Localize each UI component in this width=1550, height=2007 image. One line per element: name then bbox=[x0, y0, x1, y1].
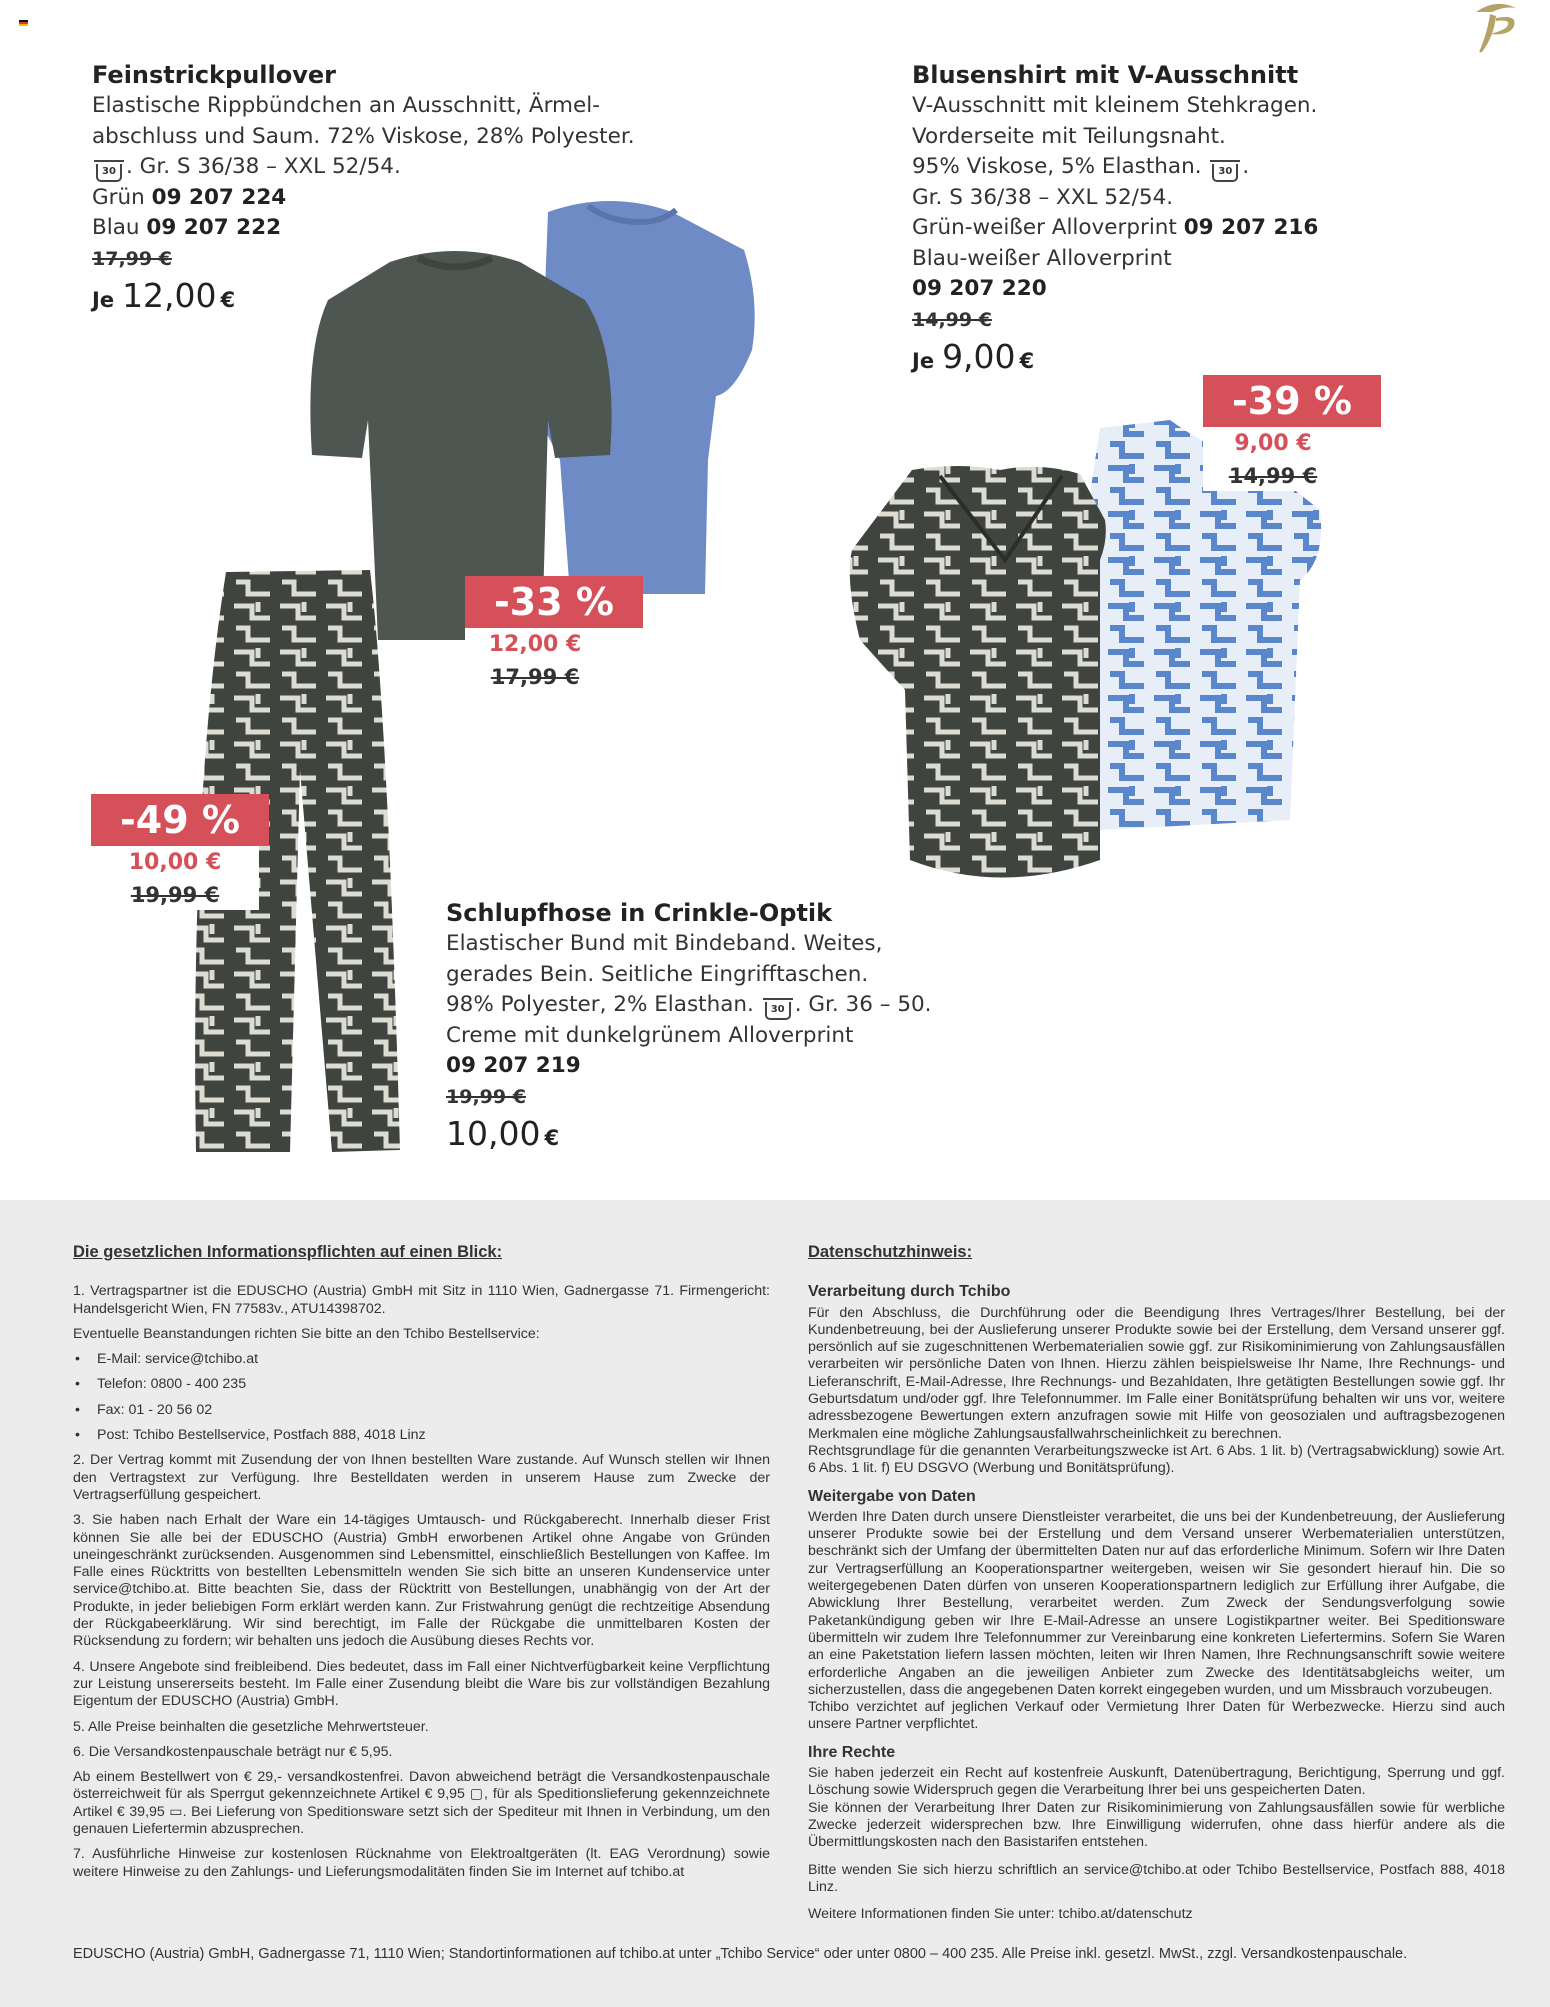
discount-old-price: 19,99 € bbox=[91, 880, 259, 910]
product-variant bbox=[912, 213, 1472, 244]
discount-new-price: 10,00 € bbox=[91, 846, 259, 880]
product-material: 95% Viskose, 5% Elasthan. bbox=[912, 154, 1202, 179]
legal-paragraph: Ab einem Bestellwert von € 29,- versandkostenfrei. Davon abweichend beträgt die Versandkostenpauschale österreichweit für als Sperrgut gekennzeichnete Artikel € 9,95 ▢, für als Speditionslieferung gekennzeichnete Artikel € 39,95 ▭. Bei Lieferung von Speditionsware setzt sich der Spediteur mit Ihnen in Verbindung, um den genauen Liefertermin abzusprechen. bbox=[73, 1769, 770, 1838]
discount-badge-pullover bbox=[465, 576, 643, 692]
privacy-paragraph: Rechtsgrundlage für die genannten Verarbeitungszwecke ist Art. 6 Abs. 1 lit. b) (Vertragsabwicklung) sowie Art. 6 Abs. 1 lit. f) EU DSGVO (Werbung und Bonitätsprüfung). bbox=[808, 1442, 1505, 1477]
footer-imprint: EDUSCHO (Austria) GmbH, Gadnergasse 71, 1110 Wien; Standortinformationen auf tchibo.at unter „Tchibo Service“ oder unter 0800 – 400 235. Alle Preise inkl. gesetzl. MwSt., zzgl. Versandkostenpauschale. bbox=[73, 1946, 1408, 1962]
product-desc: Elastische Rippbündchen an Ausschnitt, Ärmel- bbox=[92, 93, 600, 118]
price-value: 12,00 bbox=[122, 275, 217, 315]
discount-new-price: 9,00 € bbox=[1203, 427, 1343, 461]
price-currency: € bbox=[220, 287, 236, 312]
privacy-paragraph: Werden Ihre Daten durch unsere Dienstleister verarbeitet, die uns bei der Kundenbetreuung, der Auslieferung unserer Produkte sowie bei der Erstellung und dem Versand unserer Werbematerialien unterstützen, beschränkt sich der Umfang der übermittelten Daten nur auf das erforderliche Minimum. Sofern wir Ihre Daten zur Vertragserfüllung an Kooperationspartner weitergeben, weisen wir Sie gesondert hierauf hin. Die so weitergegebenen Daten dürfen von unseren Kooperationspartnern lediglich zur Erfüllung ihrer Aufgabe, die Abwicklung Ihrer Bestellung, verarbeitet werden. Zum Zweck der Sendungsverfolgung sowie Paketankündigung geben wir Ihre E-Mail-Adresse an unsere Logistikpartner weiter. Bei Speditionsware übermitteln wir zudem Ihre Telefonnummer zur Vereinbarung eine konkreten Liefertermins. Sofern Sie Waren an eine Paketstation liefern lassen möchten, leiten wir Ihren Namen, Ihre Rechnungsanschrift sowie weitere erforderliche Angaben an die jeweiligen Anbieter zum Zwecke des Identitätsabgleichs weiter, um sicherzustellen, dass die angegebenen Daten korrekt eingegeben wurden, und um Missbrauch vorzubeugen. bbox=[808, 1508, 1505, 1698]
variant-article: 09 207 219 bbox=[446, 1053, 581, 1078]
current-price bbox=[446, 1112, 1006, 1160]
privacy-paragraph: Für den Abschluss, die Durchführung oder die Beendigung Ihres Vertrages/Ihrer Bestellung, bei der Kundenbetreuung, bei der Auslieferung unserer Produkte sowie bei der Erstellung, dem Versand unserer ggf. persönlich auf sie zugeschnittenen Werbematerialien sowie ggf. zur Risikominimierung von Zahlungsausfällen verarbeiten wir persönliche Daten von Ihnen. Hierzu zählen beispielsweise Ihr Name, Ihre Rechnungs- und Lieferanschrift, E-Mail-Adresse, Ihre Rechnungs- und Bezahldaten, Ihre getätigten Bestellungen sowie ggf. Ihr Geburtsdatum und/oder ggf. Ihre Telefonnummer. Im Falle einer Bonitätsprüfung behalten wir uns vor, weitere adressbezogene Bewertungen extern anzufragen sowie mit Hilfe von geosozialen und auftragsbezogenen Merkmalen eine mögliche Zahlungsausfallwahrscheinlichkeit zu berechnen. bbox=[808, 1304, 1505, 1442]
variant-color: Grün-weißer Alloverprint bbox=[912, 215, 1177, 240]
price-value: 9,00 bbox=[942, 336, 1016, 376]
product-desc: V-Ausschnitt mit kleinem Stehkragen. bbox=[912, 93, 1318, 118]
product-pullover bbox=[92, 60, 652, 322]
privacy-subheading: Verarbeitung durch Tchibo bbox=[808, 1283, 1011, 1301]
product-material-line bbox=[446, 990, 1006, 1021]
old-price: 17,99 € bbox=[92, 247, 172, 270]
contact-post: • Post: Tchibo Bestellservice, Postfach 888, 4018 Linz bbox=[73, 1427, 770, 1444]
product-desc: abschluss und Saum. 72% Viskose, 28% Polyester. bbox=[92, 123, 635, 149]
wash-30-icon: 30 bbox=[1212, 164, 1238, 182]
variant-color: Grün bbox=[92, 184, 145, 210]
product-size-line bbox=[92, 152, 652, 183]
legal-paragraph: 3. Sie haben nach Erhalt der Ware ein 14-tägiges Umtausch- und Rückgaberecht. Innerhalb dieser Frist können Sie alle bei der EDUSCHO (Austria) GmbH erworbenen Artikel ohne Angabe von Gründen uneingeschränkt zurücksenden. Ausgenommen sind Lebensmittel, einschließlich Bestellungen von Kaffee. Im Falle eines Rücktritts von bestellten Lebensmitteln wenden Sie sich bitte an unseren Kundenservice unter service@tchibo.at. Bitte beachten Sie, dass der Rücktritt von Bestellungen, unabhängig von der Art der Produkte, in jeder beliebigen Form erklärt werden kann. Zur Fristwahrung genügt die rechtzeitige Absendung der Rückgabeerklärung. Wir sind berechtigt, im Falle der Rückgabe die unmittelbaren Kosten der Rücksendung zu fordern; wir behalten uns jedoch die Ausübung dieses Rechts vor. bbox=[73, 1512, 770, 1650]
discount-old-price: 17,99 € bbox=[465, 662, 605, 692]
price-currency: € bbox=[1019, 348, 1035, 373]
discount-badge-blouse bbox=[1203, 375, 1381, 491]
discount-percent: -33 % bbox=[465, 576, 643, 628]
contact-phone: • Telefon: 0800 - 400 235 bbox=[73, 1376, 770, 1393]
variant-color: Creme mit dunkelgrünem Alloverprint bbox=[446, 1022, 854, 1048]
variant-article: 09 207 222 bbox=[146, 215, 282, 240]
product-material-line: 95% Viskose, 5% Elasthan. 30 . bbox=[912, 152, 1472, 183]
product-desc: gerades Bein. Seitliche Eingrifftaschen. bbox=[446, 961, 869, 987]
legal-paragraph: 7. Ausführliche Hinweise zur kostenlosen Rücknahme von Elektroaltgeräten (lt. EAG Verordnung) sowie weitere Hinweise zu den Zahlungs- und Lieferungsmodalitäten finden Sie im Internet auf tchibo.at bbox=[73, 1846, 770, 1880]
price-currency: € bbox=[544, 1125, 560, 1150]
privacy-subheading: Weitergabe von Daten bbox=[808, 1487, 976, 1505]
old-price: 14,99 € bbox=[912, 308, 992, 331]
discount-old-price: 14,99 € bbox=[1203, 461, 1343, 491]
discount-new-price: 12,00 € bbox=[465, 628, 605, 662]
product-desc: Vorderseite mit Teilungsnaht. bbox=[912, 123, 1226, 149]
legal-paragraph: 2. Der Vertrag kommt mit Zusendung der von Ihnen bestellten Ware zustande. Auf Wunsch stellen wir Ihnen den Vertragstext zur Verfügung. Ihre Bestelldaten werden in unserem Hause zum Zwecke der Vertragserfüllung gespeichert. bbox=[73, 1452, 770, 1503]
legal-paragraph: 1. Vertragspartner ist die EDUSCHO (Austria) GmbH mit Sitz in 1110 Wien, Gadnergasse 71. Firmengericht: Handelsgericht Wien, FN 77583v., ATU14398702. bbox=[73, 1283, 770, 1317]
discount-percent: -39 % bbox=[1203, 375, 1381, 427]
old-price: 19,99 € bbox=[446, 1085, 526, 1108]
legal-left-column bbox=[73, 1244, 770, 1889]
product-size: . Gr. S 36/38 – XXL 52/54. bbox=[126, 154, 401, 179]
privacy-paragraph: Tchibo verzichtet auf jeglichen Verkauf oder Vermietung Ihrer Daten für Werbezwecke. Hierzu sind auch unsere Partner verpflichtet. bbox=[808, 1699, 1505, 1733]
legal-title: Die gesetzlichen Informationspflichten auf einen Blick: bbox=[73, 1243, 503, 1261]
privacy-paragraph: Sie haben jederzeit ein Recht auf kostenfreie Auskunft, Datenübertragung, Berichtigung, Sperrung und ggf. Löschung sowie Widerspruch gegen die Verarbeitung Ihrer bei uns gespeicherten Daten. bbox=[808, 1765, 1505, 1799]
product-blouse bbox=[912, 60, 1472, 383]
variant-article: 09 207 216 bbox=[1183, 215, 1319, 240]
privacy-more-info: Weitere Informationen finden Sie unter: tchibo.at/datenschutz bbox=[808, 1906, 1193, 1923]
wash-30-icon: 30 bbox=[765, 1002, 791, 1020]
current-price bbox=[912, 335, 1472, 383]
wash-30-icon: 30 bbox=[96, 164, 122, 182]
variant-color: Blau-weißer Alloverprint bbox=[912, 245, 1172, 271]
variant-color: Blau bbox=[92, 215, 140, 240]
privacy-contact: Bitte wenden Sie sich hierzu schriftlich an service@tchibo.at oder Tchibo Bestellservice, Postfach 888, 4018 Linz. bbox=[808, 1861, 1505, 1895]
price-value: 10,00 bbox=[446, 1113, 541, 1153]
product-material: 98% Polyester, 2% Elasthan. bbox=[446, 992, 754, 1017]
legal-paragraph: 6. Die Versandkostenpauschale beträgt nur € 5,95. bbox=[73, 1743, 393, 1760]
product-title: Feinstrickpullover bbox=[92, 61, 336, 89]
discount-badge-pants bbox=[91, 794, 269, 910]
variant-article: 09 207 220 bbox=[912, 276, 1047, 301]
contact-email: • E-Mail: service@tchibo.at bbox=[73, 1351, 770, 1368]
product-size: Gr. S 36/38 – XXL 52/54. bbox=[912, 184, 1174, 210]
variant-article-line bbox=[446, 1051, 1006, 1082]
product-pants bbox=[446, 898, 1006, 1160]
privacy-title: Datenschutzhinweis: bbox=[808, 1243, 973, 1261]
product-size: . Gr. 36 – 50. bbox=[794, 992, 932, 1017]
current-price bbox=[92, 274, 652, 322]
privacy-column bbox=[808, 1244, 1505, 1931]
legal-paragraph: 4. Unsere Angebote sind freibleibend. Dies bedeutet, dass im Fall einer Nichtverfügbarkeit keine Verpflichtung zur Leistung unsererseits besteht. Im Falle einer Zusendung bleibt die Ware bis zur vollständigen Bezahlung Eigentum der EDUSCHO (Austria) GmbH. bbox=[73, 1658, 770, 1710]
dark-blouse-image bbox=[850, 466, 1106, 878]
legal-paragraph: 5. Alle Preise beinhalten die gesetzliche Mehrwertsteuer. bbox=[73, 1718, 429, 1735]
product-variant bbox=[92, 213, 652, 244]
price-prefix: Je bbox=[912, 348, 935, 373]
privacy-paragraph: Sie können der Verarbeitung Ihrer Daten zur Risikominimierung von Zahlungsausfällen sowie für werbliche Zwecke jederzeit widersprechen bzw. Ihre Einwilligung widerrufen, ohne dass hierfür andere als die Übermittlungskosten nach den Basistarifen entstehen. bbox=[808, 1799, 1505, 1851]
legal-paragraph: Eventuelle Beanstandungen richten Sie bitte an den Tchibo Bestellservice: bbox=[73, 1325, 540, 1342]
privacy-subheading: Ihre Rechte bbox=[808, 1743, 896, 1761]
legal-section bbox=[0, 1200, 1550, 2007]
product-title: Blusenshirt mit V-Ausschnitt bbox=[912, 61, 1299, 89]
price-prefix: Je bbox=[92, 287, 115, 312]
discount-percent: -49 % bbox=[91, 794, 269, 846]
variant-article-line bbox=[912, 274, 1472, 305]
variant-article: 09 207 224 bbox=[151, 184, 287, 210]
product-desc: Elastischer Bund mit Bindeband. Weites, bbox=[446, 931, 883, 956]
product-variant bbox=[92, 183, 652, 214]
contact-fax: • Fax: 01 - 20 56 02 bbox=[73, 1402, 770, 1419]
product-title: Schlupfhose in Crinkle-Optik bbox=[446, 899, 833, 927]
